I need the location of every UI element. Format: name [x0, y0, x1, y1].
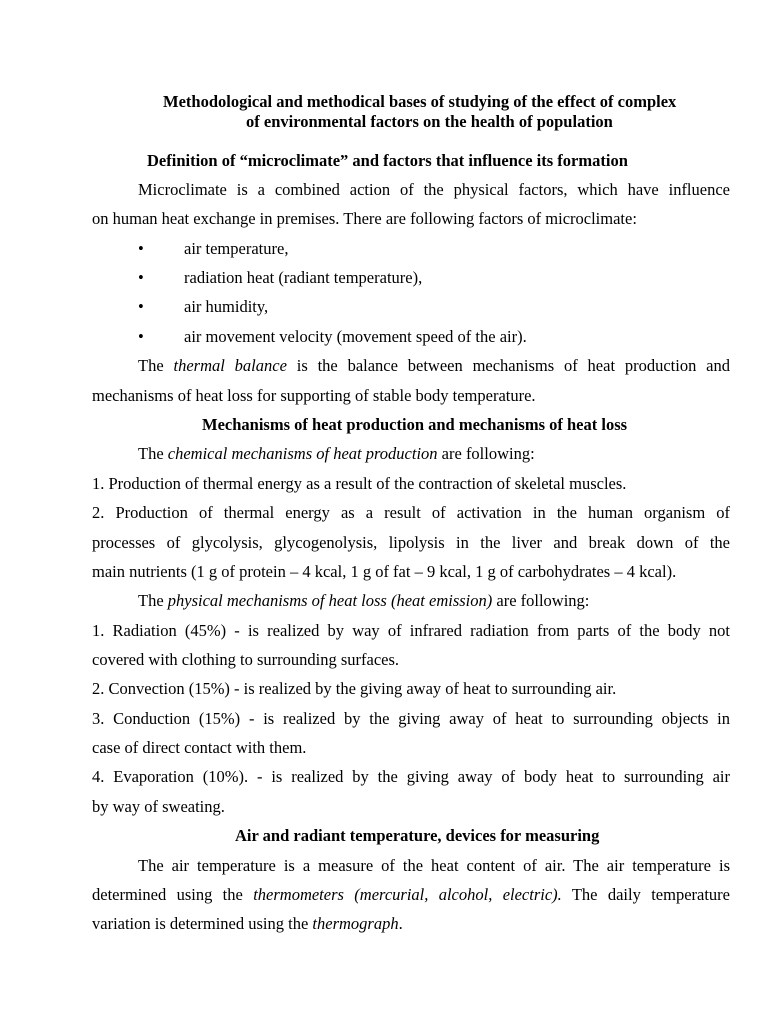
term-physical-mechanisms: physical mechanisms of heat loss (heat emission) — [167, 591, 493, 610]
paragraph-thermal-balance-line-2: mechanisms of heat loss for supporting of stable body temperature. — [92, 386, 536, 405]
paragraph-thermal-balance-line-1: The thermal balance is the balance between mechanisms of heat production and — [138, 356, 731, 375]
paragraph-air-temperature-line-2: determined using the thermometers (mercurial, alcohol, electric). The daily temperature — [92, 885, 730, 904]
term-chemical-mechanisms: chemical mechanisms of heat production — [167, 444, 438, 463]
list-item-chemical-2-line-2: processes of glycolysis, glycogenolysis, lipolysis in the liver and break down of the — [92, 533, 730, 552]
list-item-chemical-2-line-3: main nutrients (1 g of protein – 4 kcal, 1 g of fat – 9 kcal, 1 g of carbohydrates – 4 kcal). — [92, 562, 677, 581]
section-heading-mechanisms: Mechanisms of heat production and mechanisms of heat loss — [202, 415, 628, 434]
list-item-evaporation-line-1: 4. Evaporation (10%). - is realized by the giving away of body heat to surrounding air — [92, 767, 730, 786]
paragraph-chemical-mechanisms: The chemical mechanisms of heat production are following: — [138, 444, 535, 463]
paragraph-air-temperature-line-3: variation is determined using the thermograph. — [92, 914, 403, 933]
list-item-radiation-line-1: 1. Radiation (45%) - is realized by way of infrared radiation from parts of the body not — [92, 621, 730, 640]
bullet-marker: • — [138, 239, 144, 258]
term-thermometers: thermometers (mercurial, alcohol, electric). — [253, 885, 562, 904]
list-item-conduction-line-1: 3. Conduction (15%) - is realized by the giving away of heat to surrounding objects in — [92, 709, 730, 728]
paragraph-air-temperature-line-1: The air temperature is a measure of the heat content of air. The air temperature is — [138, 856, 730, 875]
bullet-item-air-humidity: air humidity, — [184, 297, 269, 316]
bullet-marker: • — [138, 268, 144, 287]
title-line-2: of environmental factors on the health of population — [246, 112, 613, 131]
paragraph-physical-mechanisms: The physical mechanisms of heat loss (heat emission) are following: — [138, 591, 590, 610]
term-thermograph: thermograph — [312, 914, 399, 933]
list-item-convection: 2. Convection (15%) - is realized by the giving away of heat to surrounding air. — [92, 679, 617, 698]
paragraph-microclimate-line-2: on human heat exchange in premises. There are following factors of microclimate: — [92, 209, 637, 228]
bullet-marker: • — [138, 327, 144, 346]
title-line-1: Methodological and methodical bases of studying of the effect of complex — [163, 92, 677, 111]
section-heading-air-temperature: Air and radiant temperature, devices for measuring — [235, 826, 600, 845]
list-item-chemical-1: 1. Production of thermal energy as a result of the contraction of skeletal muscles. — [92, 474, 627, 493]
list-item-chemical-2-line-1: 2. Production of thermal energy as a result of activation in the human organism of — [92, 503, 730, 522]
bullet-item-radiation-heat: radiation heat (radiant temperature), — [184, 268, 423, 287]
section-heading-microclimate: Definition of “microclimate” and factors that influence its formation — [147, 151, 628, 170]
list-item-radiation-line-2: covered with clothing to surrounding surfaces. — [92, 650, 400, 669]
bullet-item-air-temperature: air temperature, — [184, 239, 289, 258]
list-item-evaporation-line-2: by way of sweating. — [92, 797, 225, 816]
paragraph-microclimate-line-1: Microclimate is a combined action of the physical factors, which have influence — [138, 180, 730, 199]
bullet-item-air-movement: air movement velocity (movement speed of the air). — [184, 327, 527, 346]
term-thermal-balance: thermal balance — [173, 356, 287, 375]
list-item-conduction-line-2: case of direct contact with them. — [92, 738, 307, 757]
bullet-marker: • — [138, 297, 144, 316]
